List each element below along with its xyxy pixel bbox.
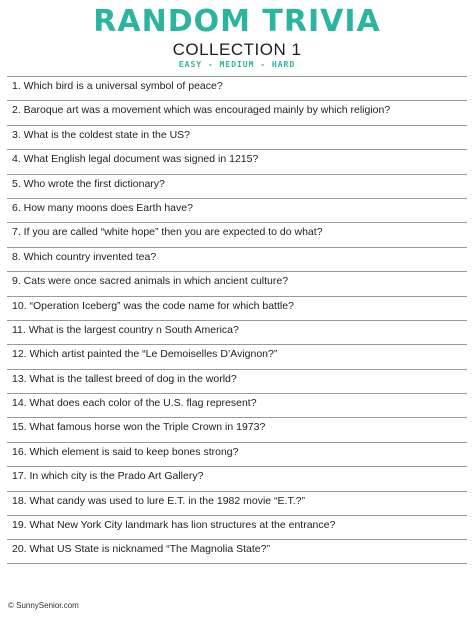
question-row-4: 4. What English legal document was signed in 1215? bbox=[7, 149, 467, 173]
question-row-11: 11. What is the largest country n South America? bbox=[7, 320, 467, 344]
question-row-7: 7. If you are called “white hope” then you are expected to do what? bbox=[7, 222, 467, 246]
question-row-10: 10. “Operation Iceberg” was the code name for which battle? bbox=[7, 296, 467, 320]
question-row-14: 14. What does each color of the U.S. flag represent? bbox=[7, 393, 467, 417]
question-row-15: 15. What famous horse won the Triple Crown in 1973? bbox=[7, 417, 467, 441]
question-row-16: 16. Which element is said to keep bones strong? bbox=[7, 442, 467, 466]
difficulty-levels: EASY - MEDIUM - HARD bbox=[178, 60, 296, 69]
question-row-18: 18. What candy was used to lure E.T. in the 1982 movie “E.T.?” bbox=[7, 491, 467, 515]
question-row-13: 13. What is the tallest breed of dog in the world? bbox=[7, 369, 467, 393]
page-title: RANDOM TRIVIA bbox=[93, 4, 381, 39]
question-row-19: 19. What New York City landmark has lion structures at the entrance? bbox=[7, 515, 467, 539]
question-row-8: 8. Which country invented tea? bbox=[7, 247, 467, 271]
worksheet-header bbox=[0, 6, 474, 70]
copyright-footer: © SunnySenior.com bbox=[8, 601, 79, 610]
question-row-12: 12. Which artist painted the “Le Demoiselles D’Avignon?” bbox=[7, 344, 467, 368]
question-row-1: 1. Which bird is a universal symbol of peace? bbox=[7, 76, 467, 100]
question-row-3: 3. What is the coldest state in the US? bbox=[7, 125, 467, 149]
question-row-6: 6. How many moons does Earth have? bbox=[7, 198, 467, 222]
collection-subtitle: COLLECTION 1 bbox=[172, 40, 302, 59]
question-row-2: 2. Baroque art was a movement which was encouraged mainly by which religion? bbox=[7, 100, 467, 124]
question-row-17: 17. In which city is the Prado Art Gallery? bbox=[7, 466, 467, 490]
question-row-9: 9. Cats were once sacred animals in which ancient culture? bbox=[7, 271, 467, 295]
question-list bbox=[7, 76, 467, 564]
question-row-20: 20. What US State is nicknamed “The Magnolia State?” bbox=[7, 539, 467, 563]
question-row-5: 5. Who wrote the first dictionary? bbox=[7, 174, 467, 198]
